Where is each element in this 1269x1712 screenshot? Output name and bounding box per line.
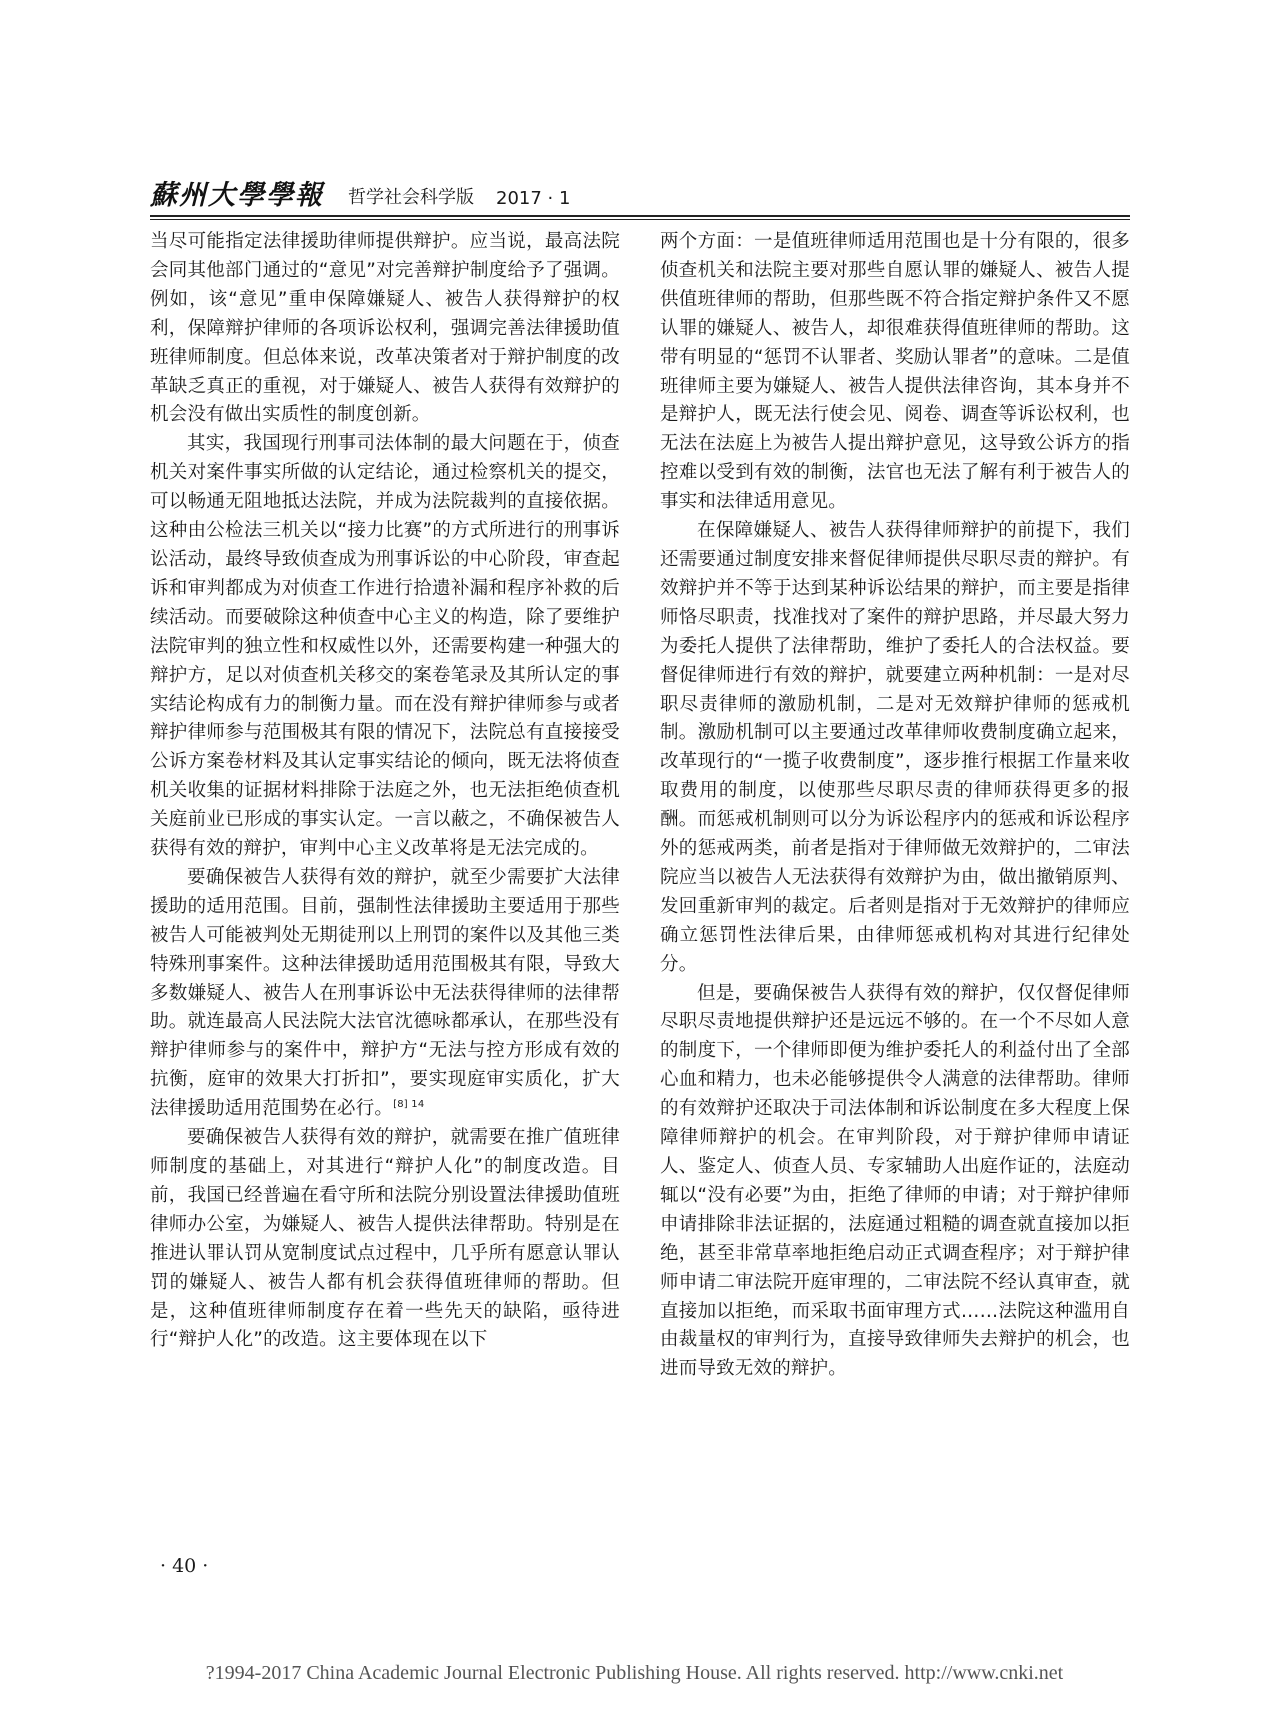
left-paragraph-2: 其实，我国现行刑事司法体制的最大问题在于，侦查机关对案件事实所做的认定结论，通过检察机关的提交，可以畅通无阻地抵达法院，并成为法院裁判的直接依据。这种由公检法三机关以“接力比赛”的方式所进行的刑事诉讼活动，最终导致侦查成为刑事诉讼的中心阶段，审查起诉和审判都成为对侦查工作进行拾遗补漏和程序补救的后续活动。而要破除这种侦查中心主义的构造，除了要维护法院审判的独立性和权威性以外，还需要构建一种强大的辩护方，足以对侦查机关移交的案卷笔录及其所认定的事实结论构成有力的制衡力量。而在没有辩护律师参与或者辩护律师参与范围极其有限的情况下，法院总有直接接受公诉方案卷材料及其认定事实结论的倾向，既无法将侦查机关收集的证据材料排除于法庭之外，也无法拒绝侦查机关庭前业已形成的事实认定。一言以蔽之，不确保被告人获得有效的辩护，审判中心主义改革将是无法完成的。 [150,433,620,860]
left-paragraph-3 [150,864,620,1124]
right-paragraph-1: 两个方面：一是值班律师适用范围也是十分有限的，很多侦查机关和法院主要对那些自愿认罪的嫌疑人、被告人提供值班律师的帮助，但那些既不符合指定辩护条件又不愿认罪的嫌疑人、被告人，却很难获得值班律师的帮助。这带有明显的“惩罚不认罪者、奖励认罪者”的意味。二是值班律师主要为嫌疑人、被告人提供法律咨询，其本身并不是辩护人，既无法行使会见、阅卷、调查等诉讼权利，也无法在法庭上为被告人提出辩护意见，这导致公诉方的指控难以受到有效的制衡，法官也无法了解有利于被告人的事实和法律适用意见。 [660,231,1130,513]
citation-ref: [8] 14 [393,1099,425,1111]
left-paragraph-4: 要确保被告人获得有效的辩护，就需要在推广值班律师制度的基础上，对其进行“辩护人化”的制度改造。目前，我国已经普遍在看守所和法院分别设置法律援助值班律师办公室，为嫌疑人、被告人提供法律帮助。特别是在推进认罪认罚从宽制度试点过程中，几乎所有愿意认罪认罚的嫌疑人、被告人都有机会获得值班律师的帮助。但是，这种值班律师制度存在着一些先天的缺陷，亟待进行“辩护人化”的改造。这主要体现在以下 [150,1127,620,1351]
right-column [660,228,1130,1384]
header-rule-thin [150,219,1130,220]
header-rule [150,215,1130,217]
right-paragraph-2: 在保障嫌疑人、被告人获得律师辩护的前提下，我们还需要通过制度安排来督促律师提供尽职尽责的辩护。有效辩护并不等于达到某种诉讼结果的辩护，而主要是指律师恪尽职责，找准找对了案件的辩护思路，并尽最大努力为委托人提供了法律帮助，维护了委托人的合法权益。要督促律师进行有效的辩护，就要建立两种机制：一是对尽职尽责律师的激励机制，二是对无效辩护律师的惩戒机制。激励机制可以主要通过改革律师收费制度确立起来，改革现行的“一揽子收费制度”，逐步推行根据工作量来收取费用的制度，以使那些尽职尽责的律师获得更多的报酬。而惩戒机制则可以分为诉讼程序内的惩戒和诉讼程序外的惩戒两类，前者是指对于律师做无效辩护的，二审法院应当以被告人无法获得有效辩护为由，做出撤销原判、发回重新审判的裁定。后者则是指对于无效辩护的律师应确立惩罚性法律后果，由律师惩戒机构对其进行纪律处分。 [660,520,1130,975]
right-paragraph-3: 但是，要确保被告人获得有效的辩护，仅仅督促律师尽职尽责地提供辩护还是远远不够的。在一个不尽如人意的制度下，一个律师即便为维护委托人的利益付出了全部心血和精力，也未必能够提供令人满意的法律帮助。律师的有效辩护还取决于司法体制和诉讼制度在多大程度上保障律师辩护的机会。在审判阶段，对于辩护律师申请证人、鉴定人、侦查人员、专家辅助人出庭作证的，法庭动辄以“没有必要”为由，拒绝了律师的申请；对于辩护律师申请排除非法证据的，法庭通过粗糙的调查就直接加以拒绝，甚至非常草率地拒绝启动正式调查程序；对于辩护律师申请二审法院开庭审理的，二审法院不经认真审查，就直接加以拒绝，而采取书面审理方式……法院这种滥用自由裁量权的审判行为，直接导致律师失去辩护的机会，也进而导致无效的辩护。 [660,982,1130,1380]
copyright-footer: ?1994-2017 China Academic Journal Electronic Publishing House. All rights reserved. http://www.cnki.net [205,1662,1064,1684]
journal-edition: 哲学社会科学版 [348,187,474,208]
left-column [150,228,620,1355]
journal-logo: 蘇州大學學報 [150,180,324,211]
page-number: · 40 · [160,1555,209,1577]
running-header [150,172,1130,212]
left-paragraph-3-text: 要确保被告人获得有效的辩护，就至少需要扩大法律援助的适用范围。目前，强制性法律援助主要适用于那些被告人可能被判处无期徒刑以上刑罚的案件以及其他三类特殊刑事案件。这种法律援助适用范围极其有限，导致大多数嫌疑人、被告人在刑事诉讼中无法获得律师的法律帮助。就连最高人民法院大法官沈德咏都承认，在那些没有辩护律师参与的案件中，辩护方“无法与控方形成有效的抗衡，庭审的效果大打折扣”，要实现庭审实质化，扩大法律援助适用范围势在必行。 [150,866,620,1120]
journal-issue: 2017 · 1 [496,188,571,209]
left-paragraph-1: 当尽可能指定法律援助律师提供辩护。应当说，最高法院会同其他部门通过的“意见”对完善辩护制度给予了强调。例如，该“意见”重申保障嫌疑人、被告人获得辩护的权利，保障辩护律师的各项诉讼权利，强调完善法律援助值班律师制度。但总体来说，改革决策者对于辩护制度的改革缺乏真正的重视，对于嫌疑人、被告人获得有效辩护的机会没有做出实质性的制度创新。 [150,231,620,426]
